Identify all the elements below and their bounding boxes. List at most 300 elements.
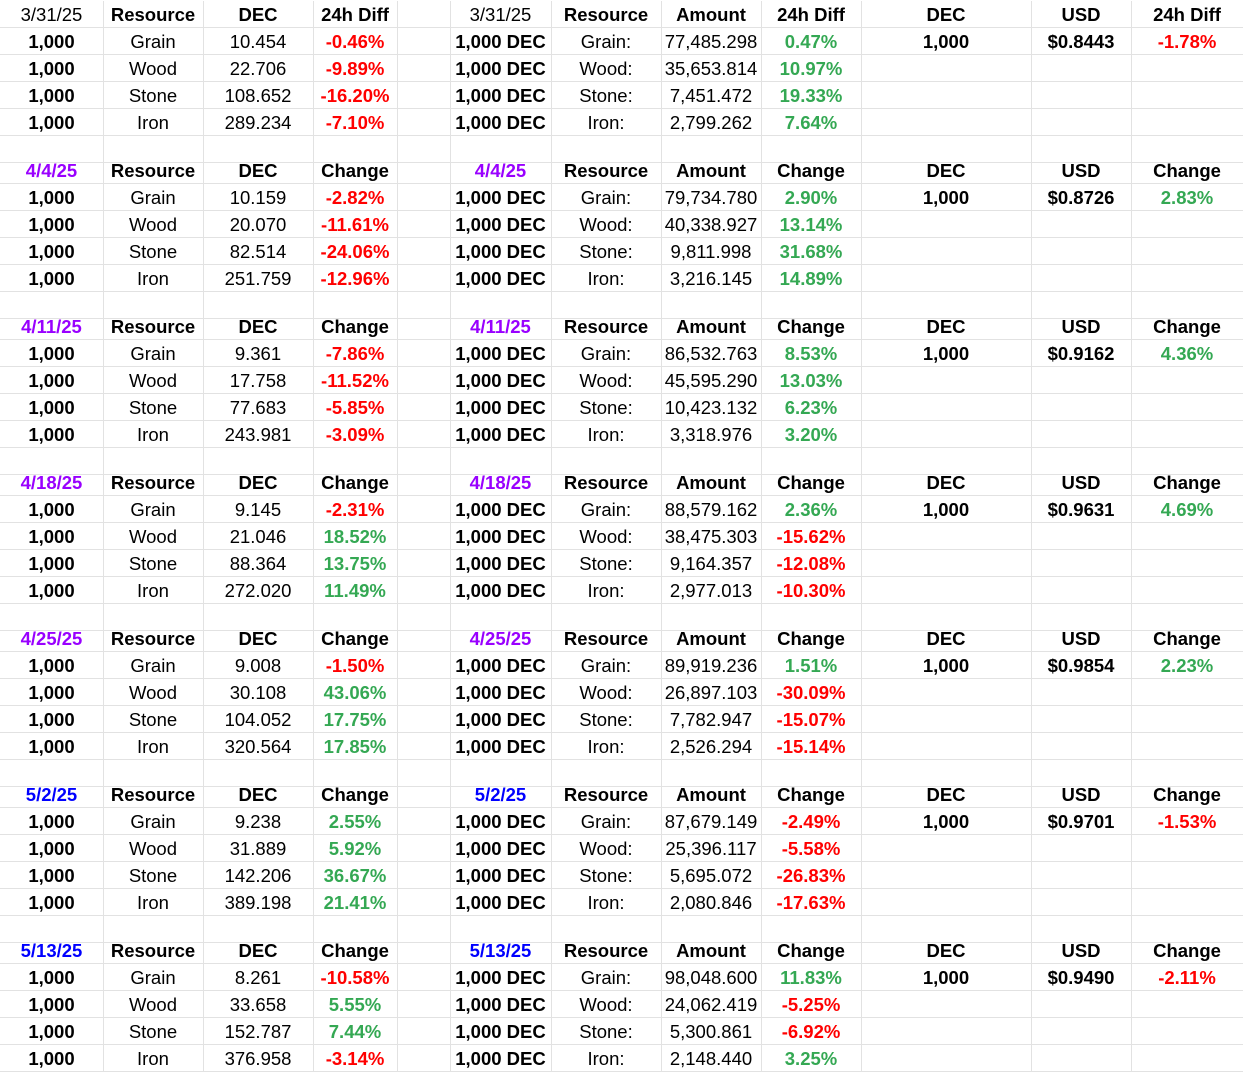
change-cell[interactable]: 5.92%	[313, 835, 398, 862]
change-cell[interactable]: 18.52%	[313, 523, 398, 550]
column-header[interactable]: DEC	[861, 625, 1032, 652]
change-cell[interactable]: 19.33%	[761, 82, 862, 109]
column-header[interactable]: Resource	[103, 1, 204, 28]
empty-cell[interactable]	[1131, 1045, 1243, 1072]
column-header[interactable]: DEC	[203, 157, 314, 184]
resource-cell[interactable]: Wood:	[551, 211, 662, 238]
resource-cell[interactable]: Stone:	[551, 706, 662, 733]
dec-cell[interactable]: 21.046	[203, 523, 314, 550]
qty-cell[interactable]: 1,000	[0, 808, 104, 835]
empty-cell[interactable]	[397, 964, 451, 991]
empty-cell[interactable]	[1131, 835, 1243, 862]
usd-price-cell[interactable]: $0.9162	[1031, 340, 1132, 367]
empty-cell[interactable]	[397, 652, 451, 679]
empty-cell[interactable]	[861, 862, 1032, 889]
empty-cell[interactable]	[1131, 523, 1243, 550]
date-cell[interactable]: 4/18/25	[0, 469, 104, 496]
qty-cell[interactable]: 1,000	[0, 889, 104, 916]
amount-cell[interactable]: 2,526.294	[661, 733, 762, 760]
empty-cell[interactable]	[861, 367, 1032, 394]
resource-cell[interactable]: Iron:	[551, 421, 662, 448]
resource-cell[interactable]: Wood:	[551, 55, 662, 82]
qty-cell[interactable]: 1,000	[0, 679, 104, 706]
qty-cell[interactable]: 1,000 DEC	[450, 340, 552, 367]
resource-cell[interactable]: Iron:	[551, 889, 662, 916]
empty-cell[interactable]	[1031, 991, 1132, 1018]
empty-cell[interactable]	[397, 781, 451, 808]
column-header[interactable]: Change	[1131, 157, 1243, 184]
change-cell[interactable]: 17.85%	[313, 733, 398, 760]
change-cell[interactable]: 13.03%	[761, 367, 862, 394]
qty-cell[interactable]: 1,000 DEC	[450, 652, 552, 679]
amount-cell[interactable]: 5,695.072	[661, 862, 762, 889]
dec-cell[interactable]: 272.020	[203, 577, 314, 604]
dec-cell[interactable]: 77.683	[203, 394, 314, 421]
column-header[interactable]: USD	[1031, 625, 1132, 652]
dec-cell[interactable]: 82.514	[203, 238, 314, 265]
column-header[interactable]: Amount	[661, 469, 762, 496]
empty-cell[interactable]	[397, 835, 451, 862]
date-cell[interactable]: 4/18/25	[450, 469, 552, 496]
resource-cell[interactable]: Stone	[103, 1018, 204, 1045]
dec-cell[interactable]: 20.070	[203, 211, 314, 238]
column-header[interactable]: DEC	[861, 157, 1032, 184]
empty-cell[interactable]	[397, 421, 451, 448]
resource-cell[interactable]: Wood:	[551, 835, 662, 862]
empty-cell[interactable]	[1131, 421, 1243, 448]
resource-cell[interactable]: Grain	[103, 808, 204, 835]
change-cell[interactable]: -5.85%	[313, 394, 398, 421]
empty-cell[interactable]	[1031, 421, 1132, 448]
resource-cell[interactable]: Grain:	[551, 28, 662, 55]
dec-cell[interactable]: 10.159	[203, 184, 314, 211]
resource-cell[interactable]: Wood:	[551, 991, 662, 1018]
amount-cell[interactable]: 35,653.814	[661, 55, 762, 82]
resource-cell[interactable]: Stone	[103, 238, 204, 265]
change-cell[interactable]: -5.25%	[761, 991, 862, 1018]
date-cell[interactable]: 4/25/25	[450, 625, 552, 652]
column-header[interactable]: USD	[1031, 781, 1132, 808]
change-cell[interactable]: 17.75%	[313, 706, 398, 733]
column-header[interactable]: Change	[1131, 313, 1243, 340]
change-cell[interactable]: -11.52%	[313, 367, 398, 394]
date-cell[interactable]: 4/4/25	[0, 157, 104, 184]
empty-cell[interactable]	[1031, 238, 1132, 265]
qty-cell[interactable]: 1,000 DEC	[450, 1018, 552, 1045]
change-cell[interactable]: 36.67%	[313, 862, 398, 889]
qty-cell[interactable]: 1,000 DEC	[450, 862, 552, 889]
qty-cell[interactable]: 1,000 DEC	[450, 523, 552, 550]
change-cell[interactable]: 2.90%	[761, 184, 862, 211]
usd-dec-cell[interactable]: 1,000	[861, 652, 1032, 679]
qty-cell[interactable]: 1,000 DEC	[450, 964, 552, 991]
column-header[interactable]: Change	[1131, 625, 1243, 652]
change-cell[interactable]: -2.49%	[761, 808, 862, 835]
empty-cell[interactable]	[397, 706, 451, 733]
amount-cell[interactable]: 38,475.303	[661, 523, 762, 550]
empty-cell[interactable]	[1131, 706, 1243, 733]
resource-cell[interactable]: Grain	[103, 184, 204, 211]
empty-cell[interactable]	[861, 55, 1032, 82]
dec-cell[interactable]: 22.706	[203, 55, 314, 82]
change-cell[interactable]: -15.14%	[761, 733, 862, 760]
dec-cell[interactable]: 10.454	[203, 28, 314, 55]
change-cell[interactable]: -11.61%	[313, 211, 398, 238]
usd-dec-cell[interactable]: 1,000	[861, 340, 1032, 367]
empty-cell[interactable]	[1031, 577, 1132, 604]
column-header[interactable]: Change	[1131, 781, 1243, 808]
empty-cell[interactable]	[1131, 1018, 1243, 1045]
empty-cell[interactable]	[397, 1, 451, 28]
empty-cell[interactable]	[861, 706, 1032, 733]
empty-cell[interactable]	[1031, 55, 1132, 82]
resource-cell[interactable]: Grain	[103, 964, 204, 991]
empty-cell[interactable]	[861, 109, 1032, 136]
change-cell[interactable]: -12.96%	[313, 265, 398, 292]
qty-cell[interactable]: 1,000	[0, 238, 104, 265]
change-cell[interactable]: 0.47%	[761, 28, 862, 55]
column-header[interactable]: Amount	[661, 157, 762, 184]
amount-cell[interactable]: 40,338.927	[661, 211, 762, 238]
date-cell[interactable]: 4/4/25	[450, 157, 552, 184]
date-cell[interactable]: 5/2/25	[0, 781, 104, 808]
empty-cell[interactable]	[1031, 550, 1132, 577]
empty-cell[interactable]	[1131, 889, 1243, 916]
empty-cell[interactable]	[1131, 862, 1243, 889]
qty-cell[interactable]: 1,000 DEC	[450, 679, 552, 706]
change-cell[interactable]: 4.69%	[1131, 496, 1243, 523]
resource-cell[interactable]: Iron:	[551, 577, 662, 604]
qty-cell[interactable]: 1,000 DEC	[450, 550, 552, 577]
empty-cell[interactable]	[397, 733, 451, 760]
resource-cell[interactable]: Wood	[103, 835, 204, 862]
column-header[interactable]: Change	[761, 937, 862, 964]
empty-cell[interactable]	[397, 550, 451, 577]
qty-cell[interactable]: 1,000 DEC	[450, 109, 552, 136]
empty-cell[interactable]	[1131, 733, 1243, 760]
dec-cell[interactable]: 31.889	[203, 835, 314, 862]
column-header[interactable]: Resource	[103, 625, 204, 652]
column-header[interactable]: Amount	[661, 1, 762, 28]
column-header[interactable]: USD	[1031, 1, 1132, 28]
resource-cell[interactable]: Wood:	[551, 523, 662, 550]
column-header[interactable]: Change	[761, 781, 862, 808]
change-cell[interactable]: 3.20%	[761, 421, 862, 448]
column-header[interactable]: Amount	[661, 937, 762, 964]
change-cell[interactable]: -10.30%	[761, 577, 862, 604]
column-header[interactable]: 24h Diff	[1131, 1, 1243, 28]
resource-cell[interactable]: Wood	[103, 679, 204, 706]
empty-cell[interactable]	[397, 808, 451, 835]
qty-cell[interactable]: 1,000	[0, 862, 104, 889]
change-cell[interactable]: -1.78%	[1131, 28, 1243, 55]
qty-cell[interactable]: 1,000 DEC	[450, 991, 552, 1018]
empty-cell[interactable]	[1131, 211, 1243, 238]
qty-cell[interactable]: 1,000 DEC	[450, 421, 552, 448]
change-cell[interactable]: -5.58%	[761, 835, 862, 862]
usd-price-cell[interactable]: $0.9490	[1031, 964, 1132, 991]
empty-cell[interactable]	[861, 1045, 1032, 1072]
resource-cell[interactable]: Grain:	[551, 964, 662, 991]
change-cell[interactable]: 10.97%	[761, 55, 862, 82]
column-header[interactable]: Resource	[551, 1, 662, 28]
change-cell[interactable]: -26.83%	[761, 862, 862, 889]
empty-cell[interactable]	[397, 889, 451, 916]
amount-cell[interactable]: 2,977.013	[661, 577, 762, 604]
empty-cell[interactable]	[861, 679, 1032, 706]
empty-cell[interactable]	[397, 469, 451, 496]
column-header[interactable]: Resource	[551, 313, 662, 340]
qty-cell[interactable]: 1,000	[0, 706, 104, 733]
empty-cell[interactable]	[397, 184, 451, 211]
qty-cell[interactable]: 1,000	[0, 1045, 104, 1072]
change-cell[interactable]: -30.09%	[761, 679, 862, 706]
date-cell[interactable]: 5/2/25	[450, 781, 552, 808]
empty-cell[interactable]	[1031, 1045, 1132, 1072]
qty-cell[interactable]: 1,000 DEC	[450, 577, 552, 604]
empty-cell[interactable]	[397, 577, 451, 604]
column-header[interactable]: DEC	[861, 781, 1032, 808]
change-cell[interactable]: 8.53%	[761, 340, 862, 367]
change-cell[interactable]: 7.44%	[313, 1018, 398, 1045]
empty-cell[interactable]	[397, 157, 451, 184]
empty-cell[interactable]	[397, 265, 451, 292]
empty-cell[interactable]	[397, 367, 451, 394]
empty-cell[interactable]	[861, 577, 1032, 604]
empty-cell[interactable]	[397, 991, 451, 1018]
empty-cell[interactable]	[861, 82, 1032, 109]
change-cell[interactable]: -15.62%	[761, 523, 862, 550]
empty-cell[interactable]	[397, 1045, 451, 1072]
dec-cell[interactable]: 320.564	[203, 733, 314, 760]
change-cell[interactable]: -10.58%	[313, 964, 398, 991]
resource-cell[interactable]: Stone:	[551, 862, 662, 889]
resource-cell[interactable]: Grain:	[551, 184, 662, 211]
column-header[interactable]: USD	[1031, 157, 1132, 184]
amount-cell[interactable]: 7,451.472	[661, 82, 762, 109]
qty-cell[interactable]: 1,000 DEC	[450, 265, 552, 292]
column-header[interactable]: 24h Diff	[761, 1, 862, 28]
resource-cell[interactable]: Stone:	[551, 1018, 662, 1045]
change-cell[interactable]: -6.92%	[761, 1018, 862, 1045]
qty-cell[interactable]: 1,000 DEC	[450, 733, 552, 760]
usd-price-cell[interactable]: $0.9701	[1031, 808, 1132, 835]
qty-cell[interactable]: 1,000	[0, 28, 104, 55]
date-cell[interactable]: 4/25/25	[0, 625, 104, 652]
qty-cell[interactable]: 1,000 DEC	[450, 184, 552, 211]
empty-cell[interactable]	[861, 523, 1032, 550]
column-header[interactable]: Amount	[661, 625, 762, 652]
column-header[interactable]: DEC	[861, 313, 1032, 340]
usd-price-cell[interactable]: $0.9631	[1031, 496, 1132, 523]
qty-cell[interactable]: 1,000 DEC	[450, 238, 552, 265]
empty-cell[interactable]	[1131, 238, 1243, 265]
qty-cell[interactable]: 1,000 DEC	[450, 808, 552, 835]
qty-cell[interactable]: 1,000 DEC	[450, 82, 552, 109]
change-cell[interactable]: 14.89%	[761, 265, 862, 292]
change-cell[interactable]: -2.82%	[313, 184, 398, 211]
amount-cell[interactable]: 79,734.780	[661, 184, 762, 211]
resource-cell[interactable]: Iron	[103, 577, 204, 604]
qty-cell[interactable]: 1,000 DEC	[450, 706, 552, 733]
change-cell[interactable]: 2.36%	[761, 496, 862, 523]
empty-cell[interactable]	[1031, 733, 1132, 760]
usd-dec-cell[interactable]: 1,000	[861, 28, 1032, 55]
amount-cell[interactable]: 24,062.419	[661, 991, 762, 1018]
change-cell[interactable]: 1.51%	[761, 652, 862, 679]
qty-cell[interactable]: 1,000	[0, 652, 104, 679]
amount-cell[interactable]: 77,485.298	[661, 28, 762, 55]
change-cell[interactable]: 13.75%	[313, 550, 398, 577]
amount-cell[interactable]: 2,148.440	[661, 1045, 762, 1072]
change-cell[interactable]: 3.25%	[761, 1045, 862, 1072]
change-cell[interactable]: -12.08%	[761, 550, 862, 577]
amount-cell[interactable]: 89,919.236	[661, 652, 762, 679]
column-header[interactable]: DEC	[861, 937, 1032, 964]
resource-cell[interactable]: Iron:	[551, 733, 662, 760]
column-header[interactable]: Resource	[551, 625, 662, 652]
change-cell[interactable]: -3.09%	[313, 421, 398, 448]
date-cell[interactable]: 5/13/25	[450, 937, 552, 964]
change-cell[interactable]: -3.14%	[313, 1045, 398, 1072]
resource-cell[interactable]: Stone:	[551, 82, 662, 109]
amount-cell[interactable]: 88,579.162	[661, 496, 762, 523]
qty-cell[interactable]: 1,000 DEC	[450, 889, 552, 916]
empty-cell[interactable]	[1131, 577, 1243, 604]
column-header[interactable]: Resource	[551, 157, 662, 184]
usd-price-cell[interactable]: $0.9854	[1031, 652, 1132, 679]
change-cell[interactable]: 11.83%	[761, 964, 862, 991]
resource-cell[interactable]: Iron:	[551, 1045, 662, 1072]
column-header[interactable]: Change	[1131, 469, 1243, 496]
dec-cell[interactable]: 88.364	[203, 550, 314, 577]
column-header[interactable]: Change	[313, 625, 398, 652]
empty-cell[interactable]	[1031, 109, 1132, 136]
change-cell[interactable]: -15.07%	[761, 706, 862, 733]
change-cell[interactable]: 2.83%	[1131, 184, 1243, 211]
empty-cell[interactable]	[1031, 367, 1132, 394]
resource-cell[interactable]: Iron:	[551, 265, 662, 292]
change-cell[interactable]: 7.64%	[761, 109, 862, 136]
usd-dec-cell[interactable]: 1,000	[861, 496, 1032, 523]
resource-cell[interactable]: Iron	[103, 733, 204, 760]
dec-cell[interactable]: 9.238	[203, 808, 314, 835]
empty-cell[interactable]	[1131, 679, 1243, 706]
empty-cell[interactable]	[1131, 109, 1243, 136]
resource-cell[interactable]: Stone:	[551, 550, 662, 577]
amount-cell[interactable]: 9,164.357	[661, 550, 762, 577]
resource-cell[interactable]: Wood	[103, 367, 204, 394]
resource-cell[interactable]: Stone:	[551, 238, 662, 265]
qty-cell[interactable]: 1,000 DEC	[450, 28, 552, 55]
usd-price-cell[interactable]: $0.8443	[1031, 28, 1132, 55]
change-cell[interactable]: 11.49%	[313, 577, 398, 604]
empty-cell[interactable]	[1131, 394, 1243, 421]
empty-cell[interactable]	[397, 313, 451, 340]
empty-cell[interactable]	[397, 28, 451, 55]
column-header[interactable]: DEC	[203, 781, 314, 808]
change-cell[interactable]: 31.68%	[761, 238, 862, 265]
resource-cell[interactable]: Stone	[103, 706, 204, 733]
empty-cell[interactable]	[861, 835, 1032, 862]
qty-cell[interactable]: 1,000 DEC	[450, 367, 552, 394]
empty-cell[interactable]	[397, 523, 451, 550]
qty-cell[interactable]: 1,000	[0, 991, 104, 1018]
resource-cell[interactable]: Wood	[103, 991, 204, 1018]
amount-cell[interactable]: 2,080.846	[661, 889, 762, 916]
qty-cell[interactable]: 1,000 DEC	[450, 1045, 552, 1072]
column-header[interactable]: Resource	[551, 469, 662, 496]
change-cell[interactable]: 2.23%	[1131, 652, 1243, 679]
resource-cell[interactable]: Wood:	[551, 367, 662, 394]
qty-cell[interactable]: 1,000	[0, 55, 104, 82]
resource-cell[interactable]: Grain	[103, 28, 204, 55]
resource-cell[interactable]: Grain	[103, 496, 204, 523]
empty-cell[interactable]	[397, 937, 451, 964]
empty-cell[interactable]	[397, 394, 451, 421]
column-header[interactable]: DEC	[861, 1, 1032, 28]
change-cell[interactable]: -2.11%	[1131, 964, 1243, 991]
column-header[interactable]: Change	[313, 781, 398, 808]
empty-cell[interactable]	[861, 421, 1032, 448]
change-cell[interactable]: 6.23%	[761, 394, 862, 421]
qty-cell[interactable]: 1,000	[0, 421, 104, 448]
empty-cell[interactable]	[1031, 835, 1132, 862]
dec-cell[interactable]: 8.261	[203, 964, 314, 991]
resource-cell[interactable]: Iron	[103, 421, 204, 448]
qty-cell[interactable]: 1,000 DEC	[450, 394, 552, 421]
column-header[interactable]: DEC	[203, 313, 314, 340]
empty-cell[interactable]	[1131, 55, 1243, 82]
empty-cell[interactable]	[861, 733, 1032, 760]
empty-cell[interactable]	[1031, 1018, 1132, 1045]
usd-price-cell[interactable]: $0.8726	[1031, 184, 1132, 211]
dec-cell[interactable]: 108.652	[203, 82, 314, 109]
qty-cell[interactable]: 1,000 DEC	[450, 835, 552, 862]
amount-cell[interactable]: 25,396.117	[661, 835, 762, 862]
column-header[interactable]: Change	[313, 469, 398, 496]
column-header[interactable]: Change	[761, 625, 862, 652]
empty-cell[interactable]	[397, 340, 451, 367]
amount-cell[interactable]: 3,216.145	[661, 265, 762, 292]
resource-cell[interactable]: Wood:	[551, 679, 662, 706]
empty-cell[interactable]	[861, 211, 1032, 238]
qty-cell[interactable]: 1,000	[0, 184, 104, 211]
empty-cell[interactable]	[861, 889, 1032, 916]
empty-cell[interactable]	[397, 1018, 451, 1045]
resource-cell[interactable]: Stone	[103, 550, 204, 577]
empty-cell[interactable]	[1131, 367, 1243, 394]
dec-cell[interactable]: 289.234	[203, 109, 314, 136]
empty-cell[interactable]	[1131, 82, 1243, 109]
amount-cell[interactable]: 7,782.947	[661, 706, 762, 733]
change-cell[interactable]: 4.36%	[1131, 340, 1243, 367]
column-header[interactable]: USD	[1031, 937, 1132, 964]
resource-cell[interactable]: Grain:	[551, 496, 662, 523]
amount-cell[interactable]: 2,799.262	[661, 109, 762, 136]
change-cell[interactable]: 2.55%	[313, 808, 398, 835]
empty-cell[interactable]	[397, 679, 451, 706]
amount-cell[interactable]: 5,300.861	[661, 1018, 762, 1045]
column-header[interactable]: Resource	[103, 937, 204, 964]
column-header[interactable]: DEC	[861, 469, 1032, 496]
column-header[interactable]: Change	[761, 469, 862, 496]
amount-cell[interactable]: 26,897.103	[661, 679, 762, 706]
empty-cell[interactable]	[397, 109, 451, 136]
column-header[interactable]: Change	[1131, 937, 1243, 964]
dec-cell[interactable]: 389.198	[203, 889, 314, 916]
change-cell[interactable]: -16.20%	[313, 82, 398, 109]
